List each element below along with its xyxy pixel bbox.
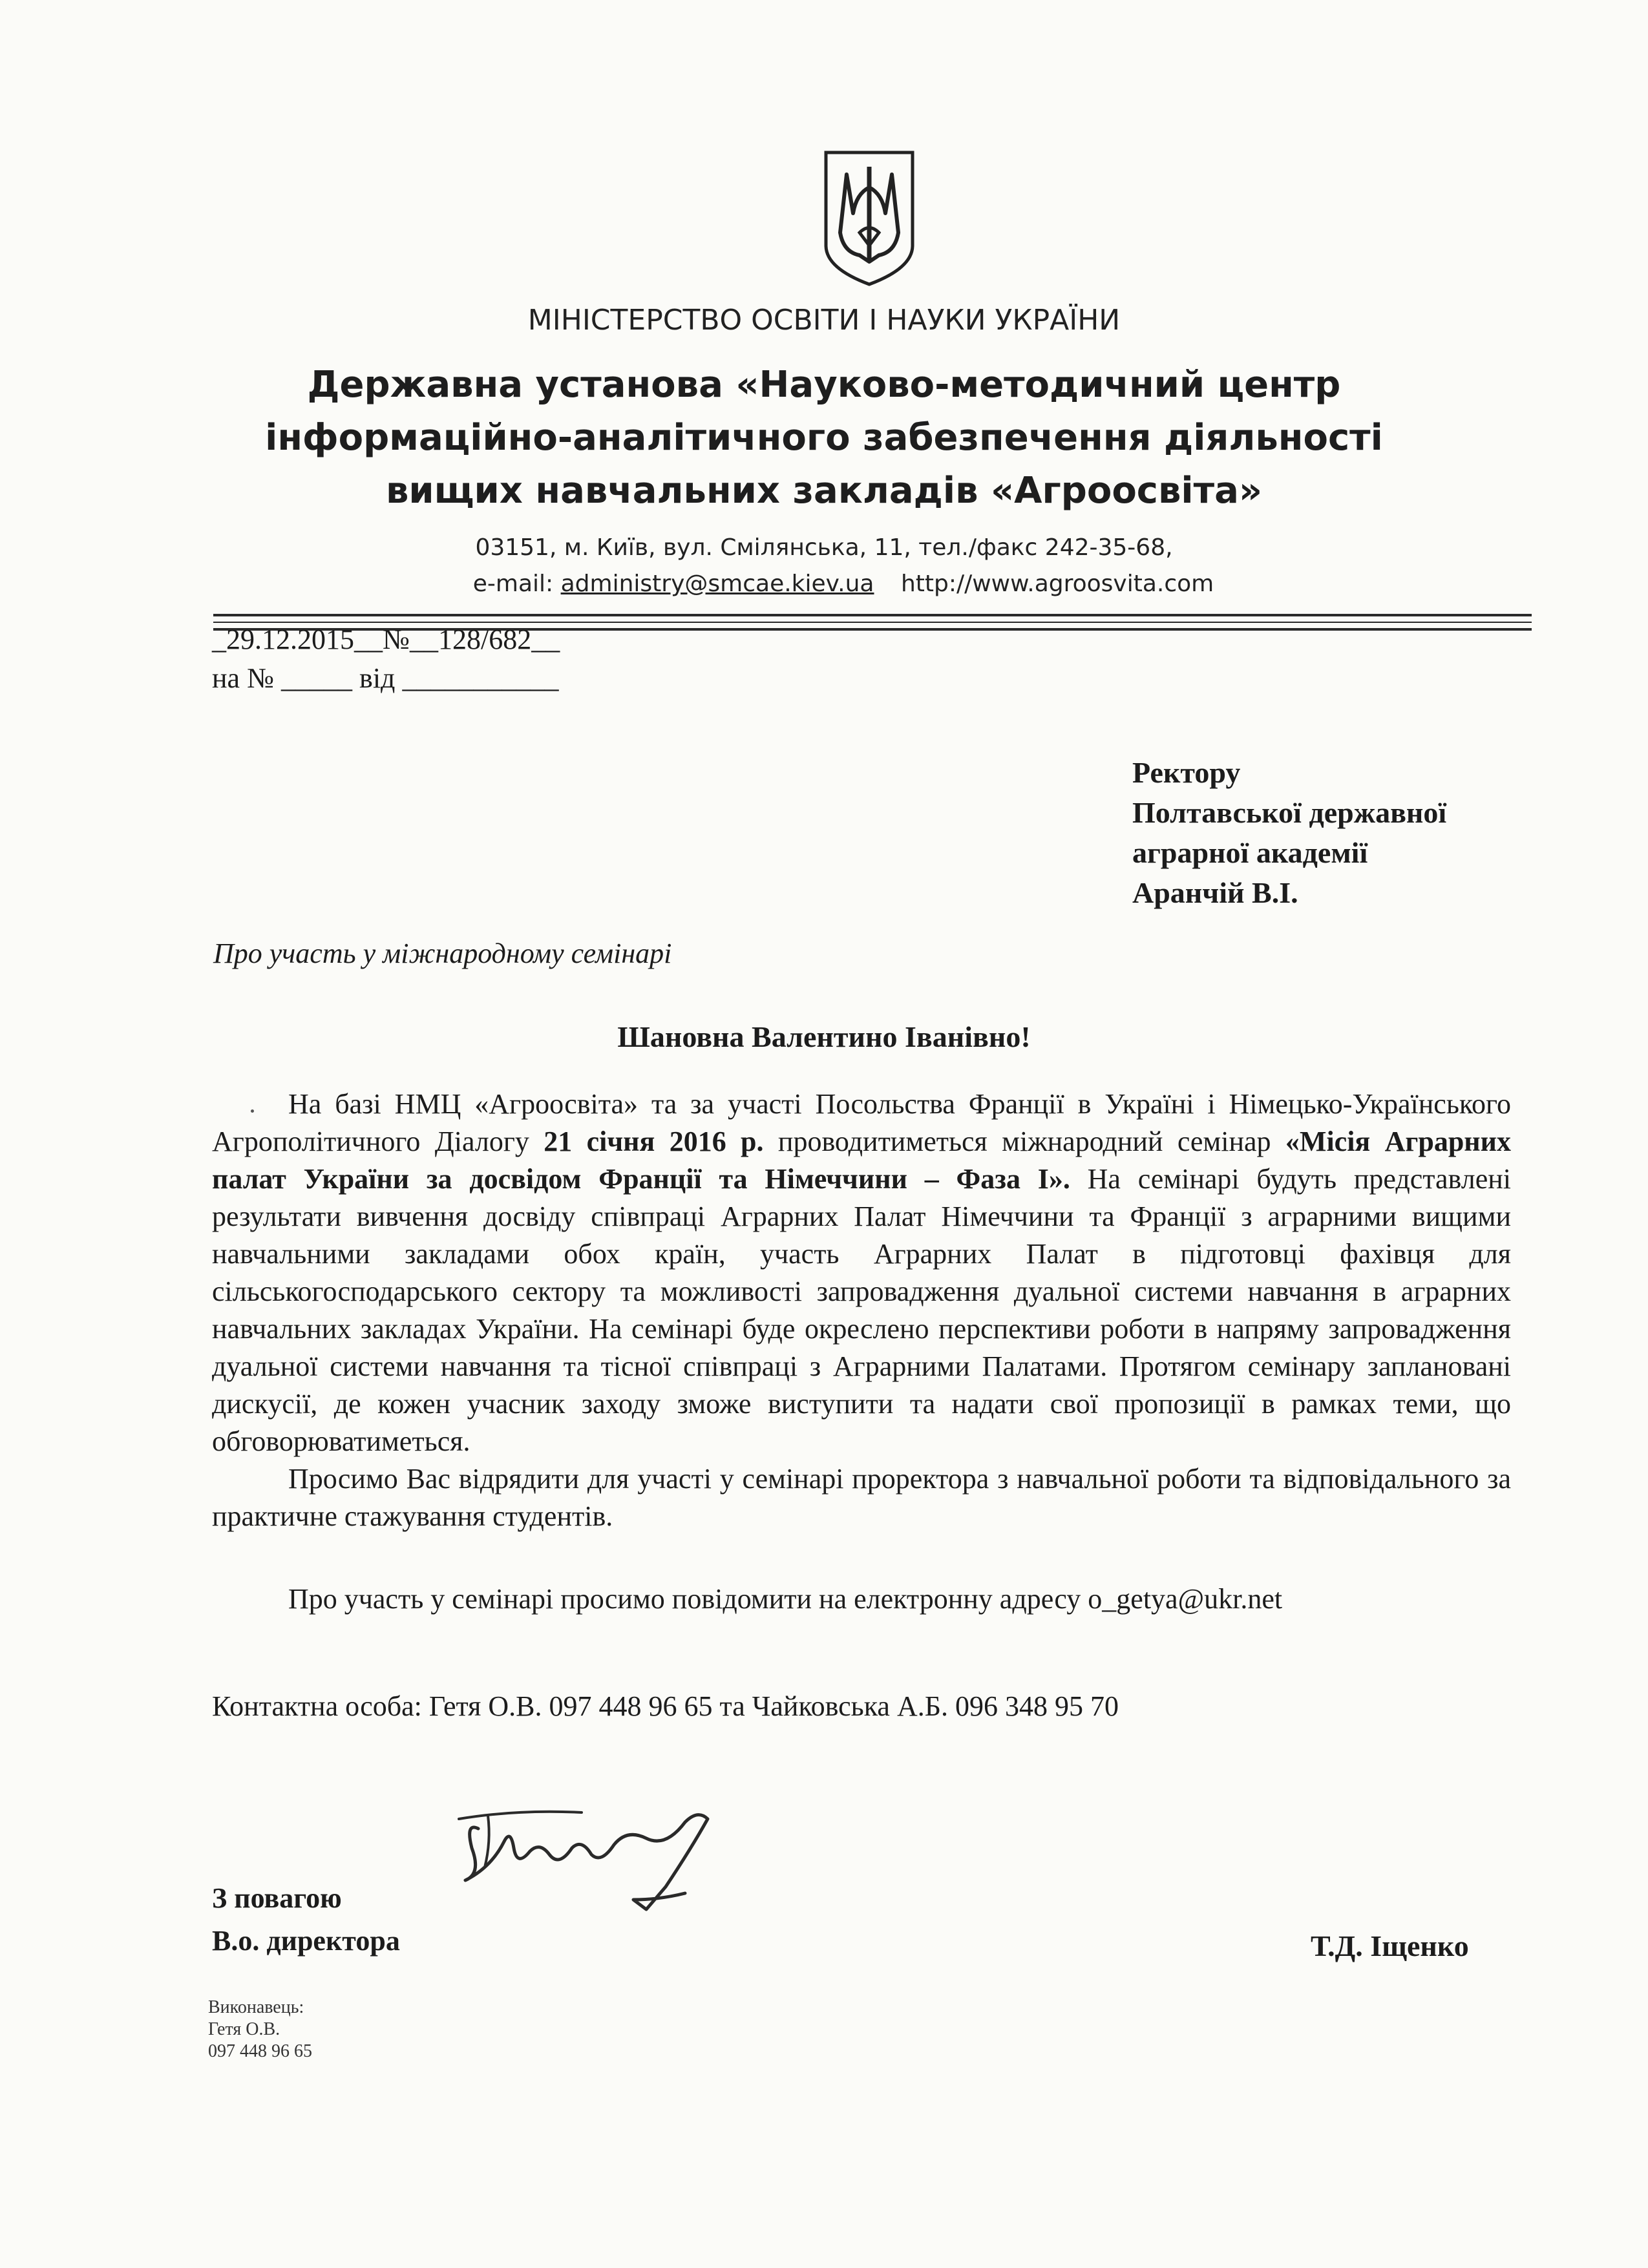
contact-persons: Контактна особа: Гетя О.В. 097 448 96 65 та Чайковська А.Б. 096 348 95 70: [212, 1690, 1119, 1722]
ministry-name: МІНІСТЕРСТВО ОСВІТИ І НАУКИ УКРАЇНИ: [527, 304, 1121, 337]
body-paragraph-2: Просимо Вас відрядити для участі у семінарі проректора з навчальної роботи та відповідального за практичне стажування студентів.: [212, 1463, 1511, 1532]
seminar-title: «Місія Аграрних палат України за досвідом Франції та Німеччини – Фаза І».: [212, 1126, 1511, 1195]
recipient-line: аграрної академії: [1132, 836, 1368, 869]
executor-phone: 097 448 96 65: [208, 2041, 312, 2061]
body-text-segment: На базі НМЦ «Агроосвіта» та за участі Посольства Франції в Україні і Німецько-Українського Агрополітичного Діалогу: [212, 1088, 1511, 1157]
header-divider: [213, 614, 1532, 616]
reply-reference-line: на № _____ від ___________: [212, 662, 559, 694]
signatory-title: В.о. директора: [212, 1925, 400, 1957]
address-block: [0, 530, 1648, 602]
handwritten-signature: [452, 1803, 737, 1913]
recipient-line: Ректору: [1132, 756, 1241, 789]
signatory-name: Т.Д. Іщенко: [1311, 1929, 1469, 1962]
body-text-segment: На семінарі будуть представлені результати вивчення досвіду співпраці Аграрних Палат Німеччини та Франції з аграрними вищими навчальними закладами обох країн, участь Аграрних Палат в підготовці фахівця для сільськогосподарського сектору та можливості запровадження дуальної системи навчання в аграрних навчальних закладах України. На семінарі буде окреслено перспективи роботи в напряму запровадження дуальної системи навчання та тісної співпраці з Аграрними Палатами. Протягом семінару заплановані дискусії, де кожен учасник заходу зможе виступити та надати свої пропозиції в рамках теми, що обговорюватиметься.: [212, 1163, 1511, 1457]
org-line-2: інформаційно-аналітичного забезпечення діяльності: [265, 417, 1383, 459]
recipient-line: Аранчій В.І.: [1132, 876, 1298, 909]
body-paragraph-1: [212, 1086, 1511, 1460]
registration-block: [212, 620, 560, 698]
org-line-3: вищих навчальних закладів «Агроосвіта»: [385, 470, 1263, 512]
executor-label: Виконавець:: [208, 1997, 304, 2017]
date-number-line: _29.12.2015__№__128/682__: [212, 624, 560, 655]
contact-line: [0, 566, 1648, 602]
address-line: 03151, м. Київ, вул. Смілянська, 11, тел./факс 242-35-68,: [475, 534, 1173, 561]
organization-name: [0, 359, 1648, 518]
executor-block: [208, 1997, 312, 2063]
email-label: e-mail:: [472, 571, 554, 597]
website-link[interactable]: http://www.agroosvita.com: [900, 571, 1214, 597]
trident-coat-of-arms-icon: [821, 149, 918, 288]
closing-line: З повагою: [212, 1882, 342, 1914]
salutation: Шановна Валентино Іванівно!: [617, 1020, 1031, 1053]
body-text-segment: проводитиметься міжнародний семінар: [763, 1126, 1285, 1157]
executor-name: Гетя О.В.: [208, 2019, 280, 2039]
closing-block: [212, 1877, 400, 1962]
recipient-block: [1132, 753, 1446, 913]
letter-subject: Про участь у міжнародному семінарі: [213, 938, 672, 969]
letter-body: [212, 1086, 1511, 1618]
recipient-line: Полтавської державної: [1132, 796, 1447, 829]
email-link[interactable]: administry@smcae.kiev.ua: [560, 571, 874, 597]
org-line-1: Державна установа «Науково-методичний центр: [307, 364, 1341, 406]
seminar-date: 21 січня 2016 р.: [544, 1126, 764, 1157]
body-paragraph-3: Про участь у семінарі просимо повідомити на електронну адресу o_getya@ukr.net: [288, 1583, 1283, 1615]
